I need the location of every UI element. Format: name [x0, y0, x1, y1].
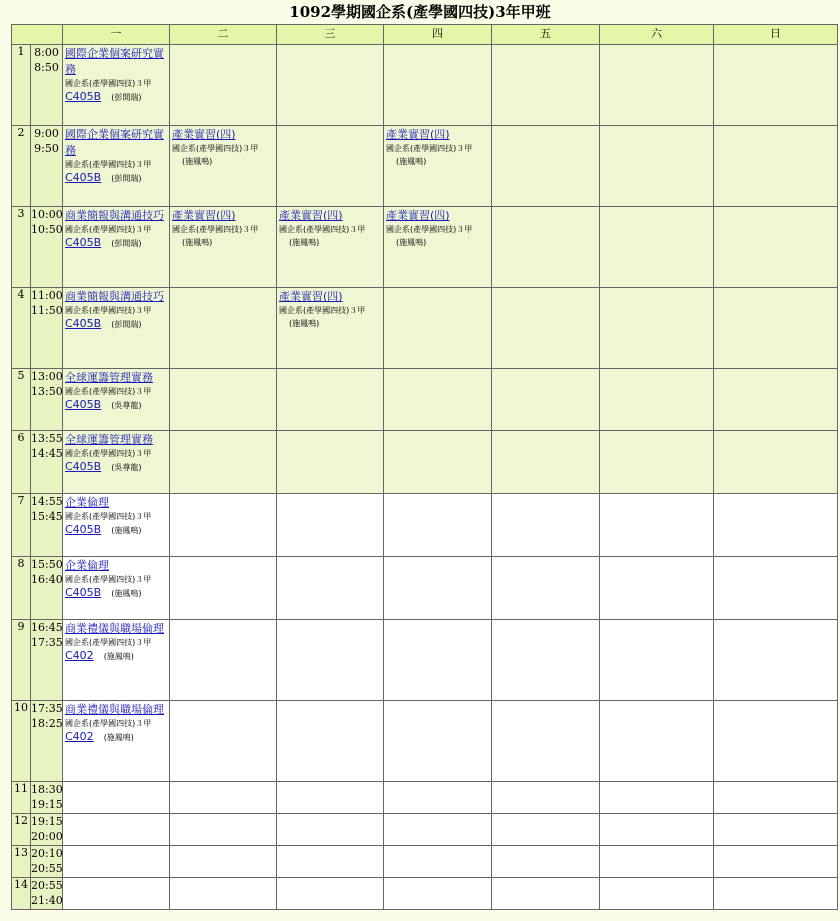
course-entry	[170, 126, 276, 171]
timetable-cell	[170, 701, 277, 782]
period-row	[12, 494, 838, 557]
timetable-cell	[714, 431, 838, 494]
timetable-cell	[63, 207, 170, 288]
timetable-cell	[170, 620, 277, 701]
timetable-cell	[714, 126, 838, 207]
period-number: 3	[12, 207, 31, 288]
period-row	[12, 846, 838, 878]
timetable-cell	[277, 207, 384, 288]
class-name: 國企系(產學國四技)３甲	[65, 225, 152, 234]
course-name-link[interactable]: 全球運籌管理實務	[65, 371, 153, 384]
period-start: 20:55	[31, 879, 63, 892]
teacher-name: (彭開瑞)	[111, 320, 142, 329]
day-header-row	[12, 25, 838, 45]
day-header: 日	[714, 25, 838, 45]
timetable-cell	[714, 814, 838, 846]
day-header: 五	[492, 25, 600, 45]
room-teacher-line	[65, 170, 168, 186]
timetable-cell	[277, 431, 384, 494]
room-teacher-line	[65, 648, 168, 664]
course-entry	[63, 288, 169, 333]
period-end: 21:40	[31, 894, 63, 907]
timetable-cell	[170, 45, 277, 126]
room-link[interactable]: C405B	[65, 171, 102, 184]
timetable-cell	[170, 431, 277, 494]
teacher-name: (施鳳鳴)	[103, 733, 134, 742]
period-start: 14:55	[31, 495, 63, 508]
class-name: 國企系(產學國四技)３甲	[65, 512, 152, 521]
period-end: 20:55	[31, 862, 63, 875]
course-name-link[interactable]: 商業禮儀與職場倫理	[65, 622, 164, 635]
timetable-cell	[63, 431, 170, 494]
timetable-cell	[170, 878, 277, 910]
class-name: 國企系(產學國四技)３甲	[65, 719, 152, 728]
teacher-name: (施鳳鳴)	[111, 589, 142, 598]
course-name-link[interactable]: 產業實習(四)	[279, 290, 343, 303]
period-end: 16:40	[31, 573, 63, 586]
room-teacher-line	[65, 585, 168, 601]
day-header: 二	[170, 25, 277, 45]
period-row	[12, 701, 838, 782]
timetable-cell	[277, 878, 384, 910]
period-end: 10:50	[31, 223, 63, 236]
timetable-cell	[170, 814, 277, 846]
class-name: 國企系(產學國四技)３甲	[65, 638, 152, 647]
period-time	[31, 782, 63, 814]
timetable-cell	[384, 45, 492, 126]
class-name: 國企系(產學國四技)３甲	[65, 387, 152, 396]
course-entry	[63, 557, 169, 602]
class-name: 國企系(產學國四技)３甲	[65, 306, 152, 315]
timetable-cell	[384, 126, 492, 207]
room-link[interactable]: C402	[65, 730, 94, 743]
period-row	[12, 45, 838, 126]
timetable-cell	[63, 846, 170, 878]
period-start: 8:00	[34, 46, 59, 59]
timetable-cell	[600, 557, 714, 620]
room-link[interactable]: C405B	[65, 90, 102, 103]
period-time	[31, 846, 63, 878]
timetable-cell	[600, 878, 714, 910]
course-name-link[interactable]: 產業實習(四)	[386, 209, 450, 222]
period-start: 17:35	[31, 702, 63, 715]
course-name-link[interactable]: 國際企業個案研究實務	[65, 47, 164, 76]
period-number: 8	[12, 557, 31, 620]
timetable-cell	[714, 45, 838, 126]
course-entry	[63, 620, 169, 665]
timetable-cell	[384, 288, 492, 369]
timetable-cell	[384, 782, 492, 814]
period-start: 19:15	[31, 815, 63, 828]
header-corner	[12, 25, 63, 45]
course-entry	[170, 207, 276, 252]
timetable-cell	[63, 369, 170, 431]
period-number: 9	[12, 620, 31, 701]
timetable-cell	[384, 207, 492, 288]
period-number: 14	[12, 878, 31, 910]
timetable-cell	[170, 369, 277, 431]
timetable-cell	[492, 557, 600, 620]
timetable-cell	[277, 494, 384, 557]
period-row	[12, 814, 838, 846]
timetable-cell	[714, 620, 838, 701]
course-entry	[63, 45, 169, 106]
teacher-name: (施鳳鳴)	[396, 157, 427, 166]
timetable-cell	[170, 782, 277, 814]
class-name: 國企系(產學國四技)３甲	[386, 144, 473, 153]
timetable-cell	[63, 494, 170, 557]
period-row	[12, 431, 838, 494]
timetable-cell	[492, 620, 600, 701]
timetable-cell	[492, 126, 600, 207]
teacher-name: (施鳳鳴)	[182, 157, 213, 166]
room-teacher-line	[65, 235, 168, 251]
room-link[interactable]: C405B	[65, 586, 102, 599]
timetable-cell	[600, 431, 714, 494]
timetable-cell	[492, 288, 600, 369]
course-entry	[277, 207, 383, 252]
period-time	[31, 126, 63, 207]
day-header: 一	[63, 25, 170, 45]
room-link[interactable]: C402	[65, 649, 94, 662]
period-time	[31, 878, 63, 910]
timetable-cell	[170, 288, 277, 369]
period-row	[12, 782, 838, 814]
period-number: 12	[12, 814, 31, 846]
period-time	[31, 620, 63, 701]
timetable-cell	[714, 846, 838, 878]
room-link[interactable]: C405B	[65, 523, 102, 536]
timetable-cell	[63, 782, 170, 814]
timetable-cell	[492, 207, 600, 288]
timetable-cell	[600, 494, 714, 557]
timetable-cell	[384, 620, 492, 701]
course-entry	[63, 207, 169, 252]
course-name-link[interactable]: 企業倫理	[65, 496, 109, 509]
period-start: 9:00	[34, 127, 59, 140]
course-entry	[63, 369, 169, 414]
course-name-link[interactable]: 全球運籌管理實務	[65, 433, 153, 446]
class-name: 國企系(產學國四技)３甲	[279, 306, 366, 315]
timetable-cell	[492, 846, 600, 878]
timetable-cell	[63, 814, 170, 846]
timetable-cell	[170, 846, 277, 878]
period-row	[12, 620, 838, 701]
period-start: 20:10	[31, 847, 63, 860]
period-number: 10	[12, 701, 31, 782]
timetable-cell	[492, 369, 600, 431]
class-name: 國企系(產學國四技)３甲	[65, 449, 152, 458]
period-time	[31, 494, 63, 557]
period-end: 17:35	[31, 636, 63, 649]
period-row	[12, 557, 838, 620]
course-entry	[63, 431, 169, 476]
period-number: 7	[12, 494, 31, 557]
class-name: 國企系(產學國四技)３甲	[172, 225, 259, 234]
period-time	[31, 369, 63, 431]
room-teacher-line	[65, 729, 168, 745]
course-entry	[63, 494, 169, 539]
course-entry	[384, 207, 491, 252]
timetable-cell	[170, 126, 277, 207]
period-end: 19:15	[31, 798, 63, 811]
timetable-cell	[714, 878, 838, 910]
period-row	[12, 288, 838, 369]
course-name-link[interactable]: 商業禮儀與職場倫理	[65, 703, 164, 716]
teacher-name: (施鳳鳴)	[289, 238, 320, 247]
teacher-name: (吳尊龍)	[111, 463, 142, 472]
teacher-name: (施鳳鳴)	[289, 319, 320, 328]
period-row	[12, 126, 838, 207]
timetable-cell	[63, 701, 170, 782]
timetable-cell	[384, 846, 492, 878]
timetable-cell	[714, 701, 838, 782]
timetable-cell	[170, 207, 277, 288]
teacher-name: (彭開瑞)	[111, 239, 142, 248]
course-entry	[63, 701, 169, 746]
timetable-cell	[277, 701, 384, 782]
course-entry	[277, 288, 383, 333]
timetable-cell	[714, 782, 838, 814]
course-name-link[interactable]: 產業實習(四)	[279, 209, 343, 222]
timetable-cell	[714, 207, 838, 288]
timetable-cell	[600, 288, 714, 369]
period-time	[31, 557, 63, 620]
timetable-cell	[277, 369, 384, 431]
course-name-link[interactable]: 產業實習(四)	[386, 128, 450, 141]
period-time	[31, 814, 63, 846]
timetable-cell	[714, 494, 838, 557]
timetable-cell	[384, 494, 492, 557]
period-end: 15:45	[31, 510, 63, 523]
period-start: 15:50	[31, 558, 63, 571]
period-number: 6	[12, 431, 31, 494]
course-entry	[63, 126, 169, 187]
teacher-name: (彭開瑞)	[111, 93, 142, 102]
course-name-link[interactable]: 商業簡報與溝通技巧	[65, 209, 164, 222]
period-end: 13:50	[31, 385, 63, 398]
period-start: 10:00	[31, 208, 63, 221]
period-start: 18:30	[31, 783, 63, 796]
period-number: 2	[12, 126, 31, 207]
page-title: 1092學期國企系(產學國四技)3年甲班	[289, 3, 551, 21]
timetable-cell	[277, 557, 384, 620]
period-start: 13:00	[31, 370, 63, 383]
timetable-cell	[384, 878, 492, 910]
timetable-cell	[384, 431, 492, 494]
timetable-cell	[277, 45, 384, 126]
timetable-cell	[277, 620, 384, 701]
timetable-cell	[63, 288, 170, 369]
timetable-cell	[384, 557, 492, 620]
timetable-cell	[600, 846, 714, 878]
period-row	[12, 207, 838, 288]
timetable-cell	[600, 701, 714, 782]
period-row	[12, 878, 838, 910]
timetable-cell	[277, 288, 384, 369]
timetable-cell	[170, 494, 277, 557]
course-name-link[interactable]: 商業簡報與溝通技巧	[65, 290, 164, 303]
class-name: 國企系(產學國四技)３甲	[279, 225, 366, 234]
room-teacher-line	[65, 316, 168, 332]
timetable	[11, 24, 838, 910]
day-header: 三	[277, 25, 384, 45]
timetable-cell	[600, 620, 714, 701]
timetable-cell	[63, 126, 170, 207]
timetable-cell	[384, 369, 492, 431]
room-teacher-line	[65, 522, 168, 538]
room-link[interactable]: C405B	[65, 460, 102, 473]
timetable-cell	[63, 620, 170, 701]
timetable-cell	[492, 45, 600, 126]
period-end: 11:50	[31, 304, 63, 317]
timetable-cell	[600, 45, 714, 126]
teacher-name: (吳尊龍)	[111, 401, 142, 410]
period-end: 20:00	[31, 830, 63, 843]
course-name-link[interactable]: 產業實習(四)	[172, 209, 236, 222]
timetable-cell	[63, 878, 170, 910]
class-name: 國企系(產學國四技)３甲	[386, 225, 473, 234]
course-name-link[interactable]: 產業實習(四)	[172, 128, 236, 141]
period-number: 4	[12, 288, 31, 369]
timetable-cell	[600, 207, 714, 288]
class-name: 國企系(產學國四技)３甲	[65, 575, 152, 584]
timetable-cell	[492, 701, 600, 782]
period-time	[31, 701, 63, 782]
period-number: 5	[12, 369, 31, 431]
period-time	[31, 207, 63, 288]
day-header: 四	[384, 25, 492, 45]
room-teacher-line	[65, 397, 168, 413]
timetable-cell	[600, 126, 714, 207]
period-time	[31, 288, 63, 369]
timetable-cell	[492, 782, 600, 814]
timetable-cell	[600, 369, 714, 431]
timetable-cell	[170, 557, 277, 620]
timetable-cell	[492, 494, 600, 557]
timetable-cell	[384, 814, 492, 846]
room-link[interactable]: C405B	[65, 236, 102, 249]
period-time	[31, 431, 63, 494]
period-end: 14:45	[31, 447, 63, 460]
period-number: 13	[12, 846, 31, 878]
period-start: 13:55	[31, 432, 63, 445]
room-teacher-line	[65, 89, 168, 105]
room-link[interactable]: C405B	[65, 398, 102, 411]
timetable-cell	[600, 782, 714, 814]
room-teacher-line	[65, 459, 168, 475]
class-name: 國企系(產學國四技)３甲	[172, 144, 259, 153]
period-start: 16:45	[31, 621, 63, 634]
timetable-cell	[277, 782, 384, 814]
timetable-cell	[714, 288, 838, 369]
timetable-cell	[384, 701, 492, 782]
timetable-cell	[277, 846, 384, 878]
day-header: 六	[600, 25, 714, 45]
timetable-cell	[63, 45, 170, 126]
timetable-cell	[492, 878, 600, 910]
course-entry	[384, 126, 491, 171]
timetable-cell	[714, 557, 838, 620]
teacher-name: (彭開瑞)	[111, 174, 142, 183]
class-name: 國企系(產學國四技)３甲	[65, 79, 152, 88]
period-start: 11:00	[31, 289, 63, 302]
teacher-name: (施鳳鳴)	[396, 238, 427, 247]
period-time	[31, 45, 63, 126]
course-name-link[interactable]: 企業倫理	[65, 559, 109, 572]
timetable-cell	[600, 814, 714, 846]
timetable-cell	[277, 814, 384, 846]
course-name-link[interactable]: 國際企業個案研究實務	[65, 128, 164, 157]
timetable-cell	[492, 431, 600, 494]
timetable-cell	[714, 369, 838, 431]
teacher-name: (施鳳鳴)	[111, 526, 142, 535]
timetable-cell	[63, 557, 170, 620]
period-end: 18:25	[31, 717, 63, 730]
period-number: 11	[12, 782, 31, 814]
period-end: 8:50	[34, 61, 59, 74]
timetable-cell	[492, 814, 600, 846]
teacher-name: (施鳳鳴)	[103, 652, 134, 661]
teacher-name: (施鳳鳴)	[182, 238, 213, 247]
period-number: 1	[12, 45, 31, 126]
class-name: 國企系(產學國四技)３甲	[65, 160, 152, 169]
timetable-cell	[277, 126, 384, 207]
period-row	[12, 369, 838, 431]
period-end: 9:50	[34, 142, 59, 155]
room-link[interactable]: C405B	[65, 317, 102, 330]
